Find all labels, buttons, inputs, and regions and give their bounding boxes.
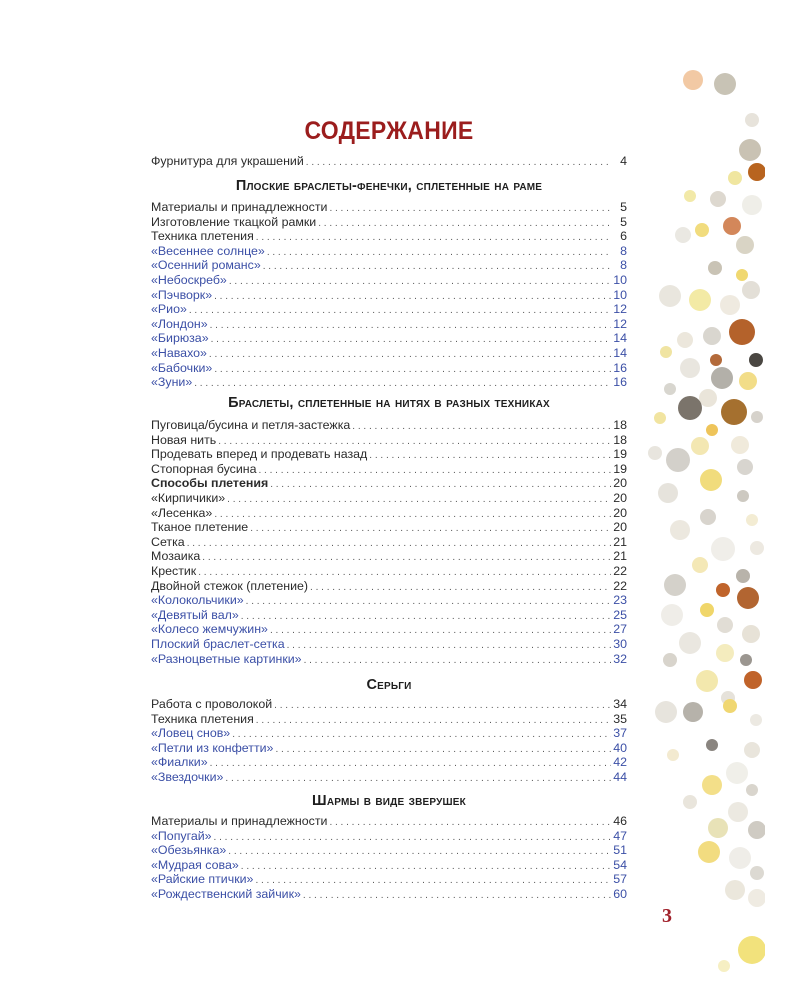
toc-entry-page: 37 [613, 726, 627, 741]
toc-entry-page: 21 [613, 549, 627, 564]
dot [689, 289, 711, 311]
dot [748, 163, 766, 181]
dot [745, 113, 759, 127]
toc-entry-page: 32 [613, 651, 627, 666]
toc-entry-page: 23 [613, 593, 627, 608]
dot [680, 358, 700, 378]
dot [742, 281, 760, 299]
dot [742, 625, 760, 643]
toc-entry[interactable] [151, 755, 627, 770]
dot [675, 227, 691, 243]
toc-entry[interactable] [151, 258, 627, 273]
dot [750, 866, 764, 880]
dot [679, 632, 701, 654]
toc-entry-page: 21 [613, 534, 627, 549]
toc-entry-page: 46 [613, 814, 627, 828]
dot [716, 583, 730, 597]
toc-entry-page: 8 [620, 243, 627, 258]
toc-entry[interactable] [151, 741, 627, 756]
toc-entry-page: 25 [613, 607, 627, 622]
dot [737, 490, 749, 502]
dot [716, 644, 734, 662]
toc-entry-label: «Попугай» [151, 828, 212, 843]
dot [739, 139, 761, 161]
toc-entry-page: 60 [613, 887, 627, 901]
toc-entry-label: Изготовление ткацкой рамки [151, 214, 317, 229]
toc-entry-label: «Разноцветные картинки» [151, 651, 302, 666]
toc-entry-label: Способы плетения [151, 476, 269, 491]
dot [746, 784, 758, 796]
dot [654, 412, 666, 424]
toc-entry-label: «Лесенка» [151, 505, 213, 520]
toc-entry[interactable] [151, 229, 627, 244]
dot [708, 818, 728, 838]
toc-entry-label: «Обезьянка» [151, 843, 227, 858]
dot [749, 353, 763, 367]
dot [691, 437, 709, 455]
toc-entry[interactable] [151, 288, 627, 303]
dot [739, 372, 757, 390]
dot [700, 469, 722, 491]
toc-entry-page: 12 [613, 302, 627, 317]
dot [748, 889, 766, 907]
dot [720, 295, 740, 315]
dot [663, 653, 677, 667]
toc-entry[interactable] [151, 200, 627, 215]
toc-entry-label: Мозаика [151, 549, 201, 564]
toc-entry-page: 22 [613, 564, 627, 578]
dot [725, 880, 745, 900]
toc-entry[interactable] [151, 887, 627, 902]
dot [696, 670, 718, 692]
dot [702, 775, 722, 795]
toc-entry-label: «Бирюза» [151, 331, 209, 346]
toc-entry[interactable] [151, 697, 627, 712]
dot [706, 424, 718, 436]
dot [683, 702, 703, 722]
dot [736, 236, 754, 254]
toc-entry-label: Крестик [151, 564, 197, 578]
toc-entry[interactable] [151, 154, 627, 169]
dot [718, 960, 730, 972]
dot [666, 448, 690, 472]
dot [700, 603, 714, 617]
dot [683, 795, 697, 809]
dot [711, 367, 733, 389]
page-number: 3 [662, 905, 672, 927]
toc-entry[interactable] [151, 302, 627, 317]
dot [698, 841, 720, 863]
dot [692, 557, 708, 573]
toc-entry[interactable] [151, 273, 627, 288]
dot [714, 73, 736, 95]
toc-entry-label: Пуговица/бусина и петля-застежка [151, 418, 351, 432]
toc-entry-label: «Райские птички» [151, 872, 254, 887]
dot [723, 699, 737, 713]
dot [728, 802, 748, 822]
toc-entry-label: «Петли из конфетти» [151, 740, 274, 755]
dot [667, 749, 679, 761]
toc-entry-page: 12 [613, 316, 627, 331]
toc-entry-page: 14 [613, 331, 627, 346]
dot [677, 332, 693, 348]
page-edge [765, 0, 800, 1000]
toc-entry-page: 51 [613, 843, 627, 858]
toc-entry[interactable] [151, 491, 627, 506]
dot [737, 587, 759, 609]
toc-entry[interactable] [151, 361, 627, 376]
dot [695, 223, 709, 237]
dot [723, 217, 741, 235]
toc-entry[interactable] [151, 858, 627, 873]
toc-entry[interactable] [151, 843, 627, 858]
dot [737, 459, 753, 475]
dot [731, 436, 749, 454]
toc-entry-page: 42 [613, 755, 627, 770]
toc-entry[interactable] [151, 829, 627, 844]
section-heading: Плоские браслеты-фенечки, сплетенные на раме [235, 178, 543, 194]
toc-entry-label: «Ловец снов» [151, 726, 231, 741]
toc-entry[interactable] [151, 622, 627, 637]
dot [710, 354, 722, 366]
toc-entry[interactable] [151, 652, 627, 667]
dot [750, 541, 764, 555]
toc-entry[interactable] [151, 447, 627, 462]
section-heading: Серьги [366, 677, 412, 693]
toc-entry-page: 20 [613, 491, 627, 505]
toc-entry[interactable] [151, 593, 627, 608]
toc-entry-label: «Рио» [151, 302, 187, 317]
toc-entry[interactable] [151, 579, 627, 594]
dot [746, 514, 758, 526]
dot [660, 346, 672, 358]
toc-entry-page: 19 [613, 447, 627, 462]
toc-entry[interactable] [151, 549, 627, 564]
toc-entry[interactable] [151, 726, 627, 741]
dot [659, 285, 681, 307]
toc-entry-label: «Мудрая сова» [151, 857, 239, 872]
dot [744, 742, 760, 758]
toc-entry-page: 34 [613, 697, 627, 711]
toc-entry-label: «Весеннее солнце» [151, 243, 265, 258]
dot [655, 701, 677, 723]
dot [706, 739, 718, 751]
toc-entry-label: «Лондон» [151, 316, 208, 331]
toc-entry-page: 16 [613, 360, 627, 375]
toc-entry-page: 40 [613, 740, 627, 755]
toc-entry-label: «Кирпичики» [151, 491, 226, 505]
toc-entry-page: 6 [620, 229, 627, 244]
toc-entry-label: Стопорная бусина [151, 461, 257, 476]
toc-entry-label: «Девятый вал» [151, 607, 239, 622]
toc-entry-page: 27 [613, 622, 627, 637]
dot [721, 399, 747, 425]
dot [729, 847, 751, 869]
toc-title: СОДЕРЖАНИЕ [304, 117, 474, 145]
toc-entry-page: 8 [620, 258, 627, 273]
toc-entry-page: 44 [613, 770, 627, 784]
toc-entry[interactable] [151, 317, 627, 332]
toc-entry-page: 18 [613, 432, 627, 447]
dot [658, 483, 678, 503]
toc-entry-page: 20 [613, 505, 627, 520]
toc-entry[interactable] [151, 506, 627, 521]
toc-entry[interactable] [151, 564, 627, 579]
toc-entry-label: «Фиалки» [151, 755, 208, 770]
toc-entry-label: «Навахо» [151, 346, 207, 360]
section-heading: Браслеты, сплетенные на нитях в разных техниках [228, 395, 550, 411]
dot [744, 671, 762, 689]
dot [750, 714, 762, 726]
toc-entry-label: Тканое плетение [151, 520, 249, 535]
toc-entry-label: Плоский браслет-сетка [151, 637, 285, 651]
dot [664, 383, 676, 395]
toc-entry-page: 18 [613, 418, 627, 432]
dot [748, 821, 766, 839]
dot [700, 509, 716, 525]
dot [711, 537, 735, 561]
toc-entry-label: Техника плетения [151, 711, 254, 726]
toc-entry-page: 19 [613, 461, 627, 476]
dot [728, 171, 742, 185]
dot [708, 261, 722, 275]
toc-entry-label: «Звездочки» [151, 770, 224, 784]
dot [726, 762, 748, 784]
dot [670, 520, 690, 540]
dot [740, 654, 752, 666]
toc-entry-label: Новая нить [151, 432, 217, 447]
toc-entry[interactable] [151, 637, 627, 652]
toc-entry-label: Работа с проволокой [151, 697, 273, 711]
toc-entry-page: 57 [613, 872, 627, 887]
dot [661, 604, 683, 626]
toc-entry-label: «Колокольчики» [151, 593, 244, 608]
toc-entry[interactable] [151, 608, 627, 623]
toc-entry-page: 16 [613, 375, 627, 390]
toc-entry[interactable] [151, 375, 627, 390]
section-heading: Шармы в виде зверушек [312, 793, 466, 809]
toc-entry[interactable] [151, 712, 627, 727]
toc-entry-label: «Рождественский зайчик» [151, 887, 301, 901]
toc-entry-page: 35 [613, 711, 627, 726]
toc-entry[interactable] [151, 418, 627, 433]
toc-entry-label: Фурнитура для украшений [151, 154, 304, 168]
toc-entry-page: 10 [613, 287, 627, 302]
toc-entry-page: 10 [613, 273, 627, 287]
dot [710, 191, 726, 207]
toc-entry-page: 54 [613, 857, 627, 872]
toc-entry[interactable] [151, 535, 627, 550]
dot [703, 327, 721, 345]
toc-entry[interactable] [151, 814, 627, 829]
toc-entry-page: 5 [620, 200, 627, 214]
toc-entry[interactable] [151, 770, 627, 785]
dot [729, 319, 755, 345]
dot [736, 269, 748, 281]
dot [717, 617, 733, 633]
toc-entry-label: «Бабочки» [151, 360, 213, 375]
toc-entry[interactable] [151, 331, 627, 346]
dot [742, 195, 762, 215]
toc-entry-label: «Колесо жемчужин» [151, 622, 268, 637]
toc-entry[interactable] [151, 433, 627, 448]
toc-entry-label: Сетка [151, 534, 185, 549]
toc-entry-page: 4 [620, 154, 627, 168]
toc-entry-page: 22 [613, 578, 627, 593]
toc-entry-label: Техника плетения [151, 229, 254, 244]
dot [664, 574, 686, 596]
dot [684, 190, 696, 202]
toc-entry-page: 20 [613, 476, 627, 491]
toc-entry-label: Двойной стежок (плетение) [151, 578, 309, 593]
toc-entry[interactable] [151, 215, 627, 230]
toc-entry[interactable] [151, 346, 627, 361]
toc-entry-page: 47 [613, 828, 627, 843]
toc-entry-page: 14 [613, 346, 627, 360]
toc-entry[interactable] [151, 244, 627, 259]
dot [699, 389, 717, 407]
toc-entry[interactable] [151, 476, 627, 491]
dot [751, 411, 763, 423]
toc-entry-page: 5 [620, 214, 627, 229]
toc-entry-label: «Осенний романс» [151, 258, 261, 273]
toc-entry-label: «Небоскреб» [151, 273, 227, 287]
toc-entry-page: 30 [613, 637, 627, 651]
dot [683, 70, 703, 90]
toc-entry-label: Материалы и принадлежности [151, 814, 328, 828]
toc-entry-label: «Зуни» [151, 375, 193, 390]
dot [678, 396, 702, 420]
toc-entry[interactable] [151, 520, 627, 535]
toc-entry[interactable] [151, 462, 627, 477]
dot [738, 936, 766, 964]
dot [648, 446, 662, 460]
toc-entry-label: Материалы и принадлежности [151, 200, 328, 214]
toc-entry-label: «Пэчворк» [151, 287, 213, 302]
toc-entry[interactable] [151, 872, 627, 887]
toc-entry-page: 20 [613, 520, 627, 535]
dot [736, 569, 750, 583]
toc-entry-label: Продевать вперед и продевать назад [151, 447, 368, 462]
